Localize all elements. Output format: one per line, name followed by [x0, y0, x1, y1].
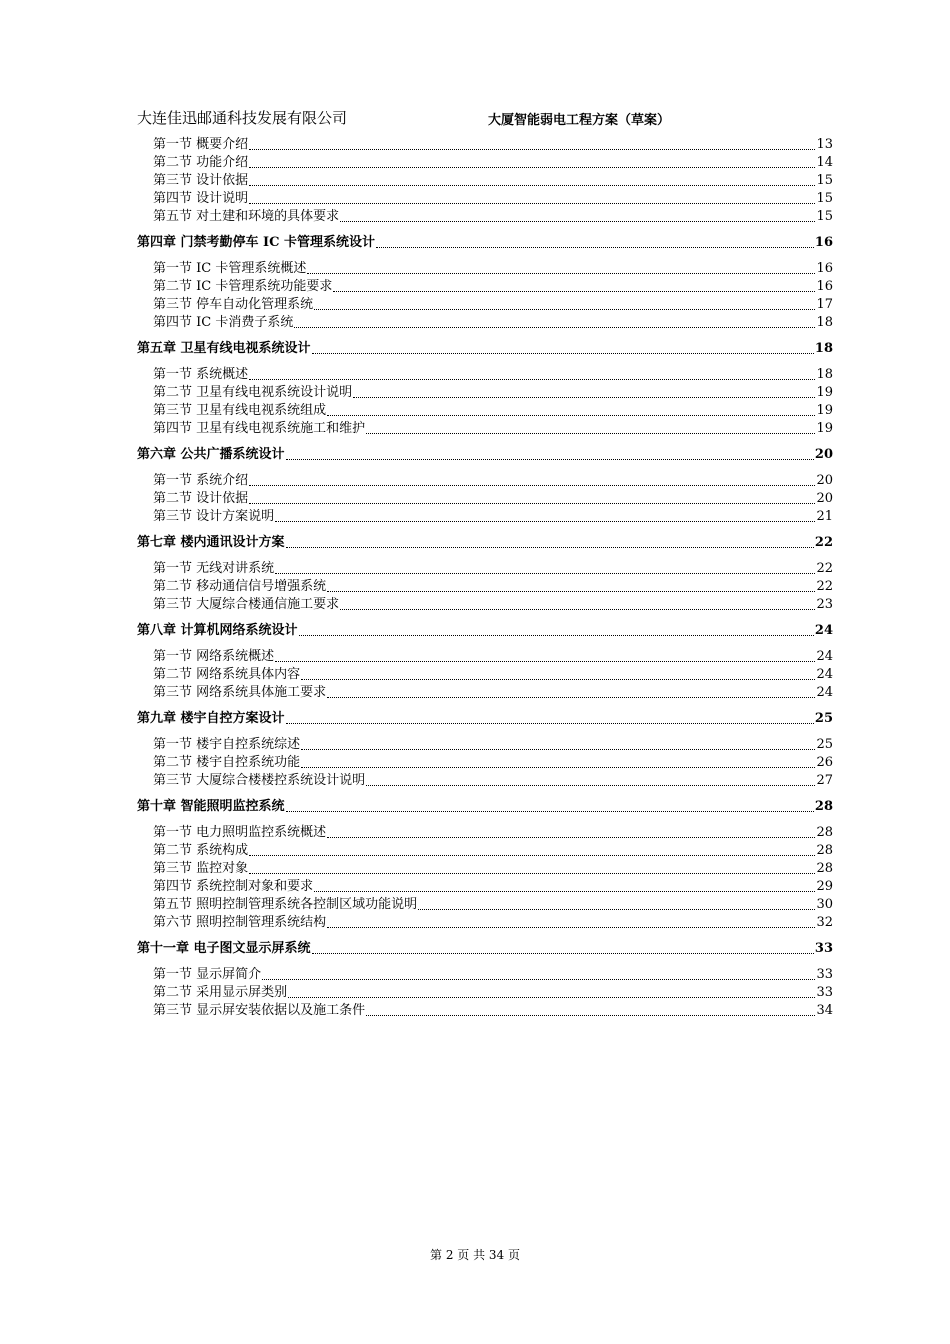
- toc-entry-page: 22: [814, 535, 833, 550]
- toc-section-entry[interactable]: [137, 278, 833, 296]
- toc-section-entry[interactable]: [137, 384, 833, 402]
- toc-entry-label: 第十一章 电子图文显示屏系统: [137, 941, 311, 956]
- toc-entry-label: 第一节 系统概述: [153, 367, 249, 382]
- toc-entry-label: 第九章 楼宇自控方案设计: [137, 711, 285, 726]
- toc-chapter-entry[interactable]: [137, 798, 833, 816]
- toc-section-entry[interactable]: [137, 508, 833, 526]
- dot-leader: [353, 396, 815, 398]
- dot-leader: [286, 810, 814, 812]
- toc-chapter-entry[interactable]: [137, 446, 833, 464]
- toc-section-entry[interactable]: [137, 314, 833, 332]
- page-footer: 第 2 页 共 34 页: [430, 1248, 520, 1262]
- toc-entry-page: 20: [816, 491, 833, 506]
- toc-section-entry[interactable]: [137, 208, 833, 226]
- toc-entry-page: 19: [816, 385, 833, 400]
- dot-leader: [327, 590, 815, 592]
- dot-leader: [286, 458, 814, 460]
- dot-leader: [327, 926, 815, 928]
- dot-leader: [275, 520, 815, 522]
- toc-entry-page: 24: [816, 649, 833, 664]
- toc-chapter-entry[interactable]: [137, 534, 833, 552]
- toc-section-entry[interactable]: [137, 260, 833, 278]
- toc-entry-label: 第六章 公共广播系统设计: [137, 447, 285, 462]
- toc-chapter-entry[interactable]: [137, 940, 833, 958]
- toc-entry-label: 第五章 卫星有线电视系统设计: [137, 341, 311, 356]
- toc-entry-label: 第四节 系统控制对象和要求: [153, 879, 314, 894]
- document-title: 大厦智能弱电工程方案（草案）: [488, 113, 671, 128]
- dot-leader: [249, 502, 815, 504]
- toc-section-entry[interactable]: [137, 366, 833, 384]
- toc-entry-label: 第一节 楼宇自控系统综述: [153, 737, 301, 752]
- toc-entry-page: 24: [816, 667, 833, 682]
- toc-entry-page: 16: [816, 261, 833, 276]
- dot-leader: [262, 978, 815, 980]
- toc-entry-label: 第六节 照明控制管理系统结构: [153, 915, 327, 930]
- toc-entry-label: 第二节 IC 卡管理系统功能要求: [153, 279, 333, 294]
- toc-entry-label: 第十章 智能照明监控系统: [137, 799, 285, 814]
- dot-leader: [275, 572, 815, 574]
- dot-leader: [327, 836, 815, 838]
- toc-section-entry[interactable]: [137, 736, 833, 754]
- toc-entry-label: 第七章 楼内通讯设计方案: [137, 535, 285, 550]
- toc-entry-page: 26: [816, 755, 833, 770]
- dot-leader: [301, 748, 815, 750]
- dot-leader: [249, 148, 815, 150]
- toc-entry-label: 第一节 电力照明监控系统概述: [153, 825, 327, 840]
- toc-entry-label: 第二节 楼宇自控系统功能: [153, 755, 301, 770]
- dot-leader: [301, 678, 815, 680]
- toc-entry-page: 16: [814, 235, 833, 250]
- toc-entry-page: 21: [816, 509, 833, 524]
- toc-section-entry[interactable]: [137, 966, 833, 984]
- toc-entry-page: 30: [816, 897, 833, 912]
- toc-entry-label: 第三节 显示屏安装依据以及施工条件: [153, 1003, 366, 1018]
- toc-entry-label: 第四节 设计说明: [153, 191, 249, 206]
- company-name: 大连佳迅邮通科技发展有限公司: [137, 109, 348, 127]
- toc-entry-page: 17: [816, 297, 833, 312]
- toc-entry-page: 15: [816, 173, 833, 188]
- dot-leader: [327, 696, 815, 698]
- dot-leader: [340, 608, 815, 610]
- toc-entry-page: 28: [816, 825, 833, 840]
- toc-entry-label: 第三节 停车自动化管理系统: [153, 297, 314, 312]
- dot-leader: [249, 484, 815, 486]
- toc-entry-page: 24: [816, 685, 833, 700]
- toc-section-entry[interactable]: [137, 754, 833, 772]
- toc-entry-page: 18: [816, 367, 833, 382]
- dot-leader: [340, 220, 815, 222]
- toc-entry-label: 第五节 照明控制管理系统各控制区域功能说明: [153, 897, 418, 912]
- toc-entry-page: 25: [814, 711, 833, 726]
- toc-section-entry[interactable]: [137, 578, 833, 596]
- toc-entry-page: 22: [816, 579, 833, 594]
- toc-entry-label: 第一节 系统介绍: [153, 473, 249, 488]
- dot-leader: [312, 352, 814, 354]
- dot-leader: [418, 908, 815, 910]
- toc-entry-page: 34: [816, 1003, 833, 1018]
- toc-entry-label: 第二节 采用显示屏类别: [153, 985, 288, 1000]
- toc-entry-page: 16: [816, 279, 833, 294]
- dot-leader: [249, 166, 815, 168]
- toc-entry-page: 33: [814, 941, 833, 956]
- toc-entry-label: 第八章 计算机网络系统设计: [137, 623, 298, 638]
- toc-entry-page: 29: [816, 879, 833, 894]
- toc-entry-page: 33: [816, 985, 833, 1000]
- dot-leader: [376, 246, 814, 248]
- toc-section-entry[interactable]: [137, 490, 833, 508]
- toc-section-entry[interactable]: [137, 896, 833, 914]
- dot-leader: [286, 722, 814, 724]
- toc-chapter-entry[interactable]: [137, 710, 833, 728]
- dot-leader: [314, 308, 815, 310]
- dot-leader: [249, 184, 815, 186]
- dot-leader: [312, 952, 814, 954]
- toc-entry-label: 第三节 设计方案说明: [153, 509, 275, 524]
- toc-section-entry[interactable]: [137, 684, 833, 702]
- toc-chapter-entry[interactable]: [137, 340, 833, 358]
- toc-section-entry[interactable]: [137, 914, 833, 932]
- toc-entry-page: 24: [814, 623, 833, 638]
- dot-leader: [275, 660, 815, 662]
- toc-section-entry[interactable]: [137, 984, 833, 1002]
- toc-entry-label: 第四节 卫星有线电视系统施工和维护: [153, 421, 366, 436]
- dot-leader: [249, 854, 815, 856]
- toc-entry-page: 28: [814, 799, 833, 814]
- dot-leader: [366, 1014, 815, 1016]
- toc-entry-label: 第一节 显示屏简介: [153, 967, 262, 982]
- dot-leader: [249, 202, 815, 204]
- toc-entry-label: 第二节 系统构成: [153, 843, 249, 858]
- toc-entry-page: 14: [816, 155, 833, 170]
- toc-entry-page: 28: [816, 861, 833, 876]
- toc-entry-page: 18: [816, 315, 833, 330]
- dot-leader: [299, 634, 814, 636]
- toc-section-entry[interactable]: [137, 420, 833, 438]
- toc-entry-page: 18: [814, 341, 833, 356]
- toc-section-entry[interactable]: [137, 472, 833, 490]
- dot-leader: [249, 872, 815, 874]
- toc-entry-label: 第二节 移动通信信号增强系统: [153, 579, 327, 594]
- toc-section-entry[interactable]: [137, 190, 833, 208]
- toc-entry-page: 25: [816, 737, 833, 752]
- toc-entry-page: 20: [814, 447, 833, 462]
- dot-leader: [366, 784, 815, 786]
- dot-leader: [288, 996, 815, 998]
- toc-section-entry[interactable]: [137, 172, 833, 190]
- dot-leader: [314, 890, 815, 892]
- toc-entry-page: 33: [816, 967, 833, 982]
- toc-entry-page: 28: [816, 843, 833, 858]
- toc-entry-label: 第三节 网络系统具体施工要求: [153, 685, 327, 700]
- toc-entry-label: 第三节 监控对象: [153, 861, 249, 876]
- dot-leader: [366, 432, 815, 434]
- dot-leader: [286, 546, 814, 548]
- toc-entry-page: 19: [816, 403, 833, 418]
- dot-leader: [333, 290, 815, 292]
- toc-section-entry[interactable]: [137, 296, 833, 314]
- toc-entry-page: 19: [816, 421, 833, 436]
- table-of-contents: [137, 136, 833, 1020]
- toc-section-entry[interactable]: [137, 648, 833, 666]
- toc-section-entry[interactable]: [137, 136, 833, 154]
- toc-section-entry[interactable]: [137, 666, 833, 684]
- toc-section-entry[interactable]: [137, 1002, 833, 1020]
- dot-leader: [301, 766, 815, 768]
- toc-chapter-entry[interactable]: [137, 622, 833, 640]
- toc-section-entry[interactable]: [137, 560, 833, 578]
- toc-entry-page: 15: [816, 191, 833, 206]
- toc-section-entry[interactable]: [137, 878, 833, 896]
- toc-entry-label: 第四章 门禁考勤停车 IC 卡管理系统设计: [137, 235, 376, 250]
- toc-entry-label: 第三节 设计依据: [153, 173, 249, 188]
- toc-entry-label: 第四节 IC 卡消费子系统: [153, 315, 294, 330]
- dot-leader: [307, 272, 815, 274]
- toc-entry-label: 第一节 IC 卡管理系统概述: [153, 261, 307, 276]
- dot-leader: [294, 326, 815, 328]
- toc-chapter-entry[interactable]: [137, 234, 833, 252]
- toc-entry-label: 第二节 卫星有线电视系统设计说明: [153, 385, 353, 400]
- toc-section-entry[interactable]: [137, 402, 833, 420]
- toc-section-entry[interactable]: [137, 860, 833, 878]
- toc-entry-label: 第五节 对土建和环境的具体要求: [153, 209, 340, 224]
- toc-entry-page: 32: [816, 915, 833, 930]
- toc-section-entry[interactable]: [137, 154, 833, 172]
- toc-entry-page: 15: [816, 209, 833, 224]
- toc-entry-label: 第三节 大厦综合楼楼控系统设计说明: [153, 773, 366, 788]
- dot-leader: [327, 414, 815, 416]
- toc-entry-page: 22: [816, 561, 833, 576]
- toc-entry-label: 第二节 设计依据: [153, 491, 249, 506]
- toc-section-entry[interactable]: [137, 596, 833, 614]
- toc-entry-label: 第二节 网络系统具体内容: [153, 667, 301, 682]
- toc-entry-page: 13: [816, 137, 833, 152]
- toc-entry-label: 第一节 网络系统概述: [153, 649, 275, 664]
- dot-leader: [249, 378, 815, 380]
- toc-entry-label: 第二节 功能介绍: [153, 155, 249, 170]
- toc-section-entry[interactable]: [137, 824, 833, 842]
- toc-entry-label: 第三节 大厦综合楼通信施工要求: [153, 597, 340, 612]
- toc-entry-label: 第一节 无线对讲系统: [153, 561, 275, 576]
- toc-entry-label: 第一节 概要介绍: [153, 137, 249, 152]
- toc-entry-page: 20: [816, 473, 833, 488]
- toc-entry-page: 27: [816, 773, 833, 788]
- page-header: [137, 107, 833, 129]
- toc-section-entry[interactable]: [137, 772, 833, 790]
- toc-entry-page: 23: [816, 597, 833, 612]
- toc-section-entry[interactable]: [137, 842, 833, 860]
- toc-entry-label: 第三节 卫星有线电视系统组成: [153, 403, 327, 418]
